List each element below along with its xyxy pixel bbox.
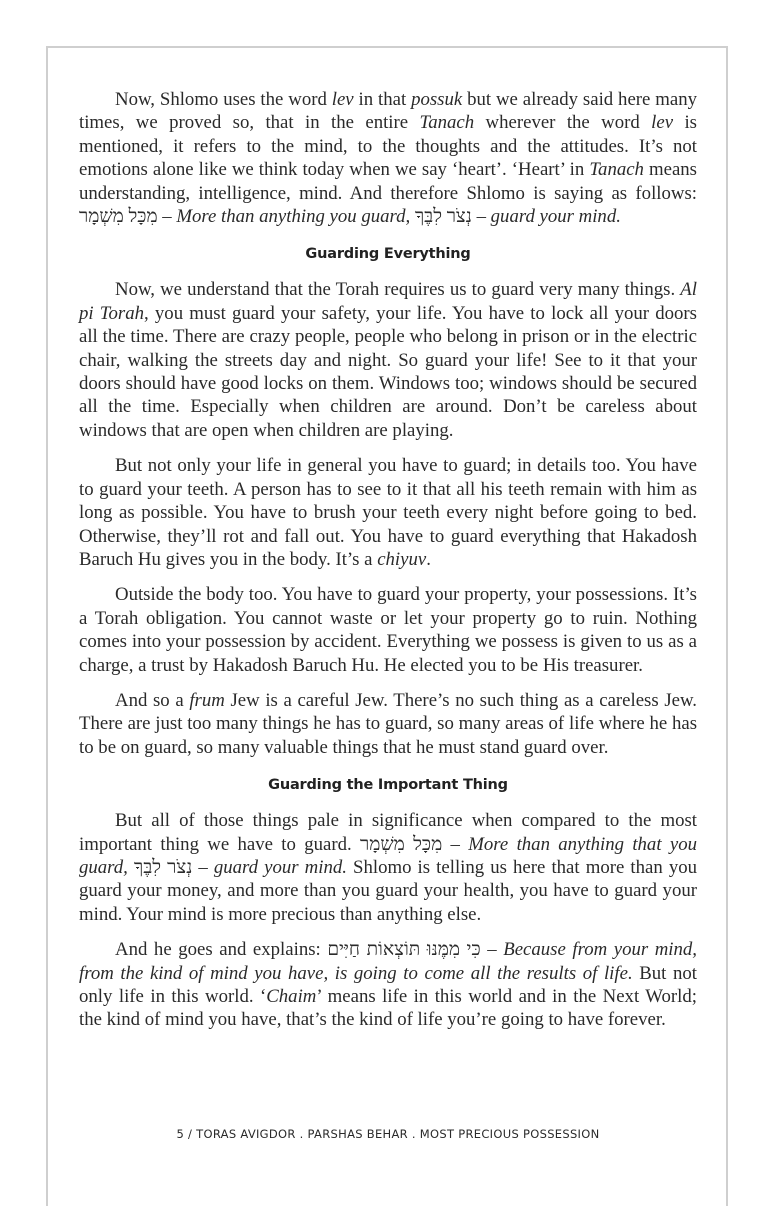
paragraph: And he goes and explains: כִּי מִמֶּנּוּ תּוֹצְאוֹת חַיִּים – Because from your mind, from the kind of mind you have, is going to come all the results of life. But not only life in this world. ‘Chaim’ means life in this world and in the Next World; the kind of mind you have, that’s the kind of life you’re going to have forever. xyxy=(79,939,698,1031)
paragraph: But not only your life in general you have to guard; in details too. You have to guard your teeth. A person has to see to it that all his teeth remain with him as long as possible. You have to brush your teeth every night before going to bed. Otherwise, they’ll rot and fall out. You have to guard everything that Hakadosh Baruch Hu gives you in the body. It’s a chiyuv. xyxy=(79,455,697,570)
hebrew-text: מִכָּל מִשְׁמָר xyxy=(79,206,158,228)
page-body xyxy=(79,88,697,1044)
section-heading: Guarding the Important Thing xyxy=(268,777,508,794)
hebrew-text: מִכָּל מִשְׁמָר xyxy=(360,833,443,855)
hebrew-text: נְצֹר לִבֶּךָ xyxy=(133,856,193,878)
paragraph: Now, we understand that the Torah requires us to guard very many things. Al pi Torah, you must guard your safety, your life. You have to lock all your doors all the time. There are crazy people, people who belong in prison or in the electric chair, walking the streets day and night. So guard your life! See to it that your doors should have good locks on them. Windows too; windows should be secured all the time. Especially when children are around. Don’t be careless about windows that are open when children are playing. xyxy=(79,279,697,441)
paragraph: And so a frum Jew is a careful Jew. There’s no such thing as a careless Jew. There are just too many things he has to guard, so many areas of life where he has to be on guard, so many valuable things that he must stand guard over. xyxy=(79,689,697,758)
paragraph: But all of those things pale in significance when compared to the most important thing we have to guard. מִכָּל מִשְׁמָר – More than anything that you guard, נְצֹר לִבֶּךָ – guard your mind. Shlomo is telling us here that more than you guard your money, and more than you guard your health, you have to guard your mind. Your mind is more precious than anything else. xyxy=(79,810,697,925)
page-footer: 5 / TORAS AVIGDOR . PARSHAS BEHAR . MOST PRECIOUS POSSESSION xyxy=(176,1127,600,1141)
hebrew-text: כִּי מִמֶּנּוּ תּוֹצְאוֹת חַיִּים xyxy=(327,939,481,961)
hebrew-text: נְצֹר לִבֶּךָ xyxy=(414,206,472,228)
paragraph: Outside the body too. You have to guard your property, your possessions. It’s a Torah obligation. You cannot waste or let your property go to ruin. Nothing comes into your possession by accident. Everything we possess is given to us as a charge, a trust by Hakadosh Baruch Hu. He elected you to be His treasurer. xyxy=(79,584,697,676)
paragraph: Now, Shlomo uses the word lev in that possuk but we already said here many times, we proved so, that in the entire Tanach wherever the word lev is mentioned, it refers to the mind, to the thoughts and the attitudes. It’s not emotions alone like we think today when we say ‘heart’. ‘Heart’ in Tanach means understanding, intelligence, mind. And therefore Shlomo is saying as follows: מִכָּל מִשְׁמָר – More than anything you guard, נְצֹר לִבֶּךָ – guard your mind. xyxy=(79,89,697,228)
section-heading: Guarding Everything xyxy=(305,246,471,263)
